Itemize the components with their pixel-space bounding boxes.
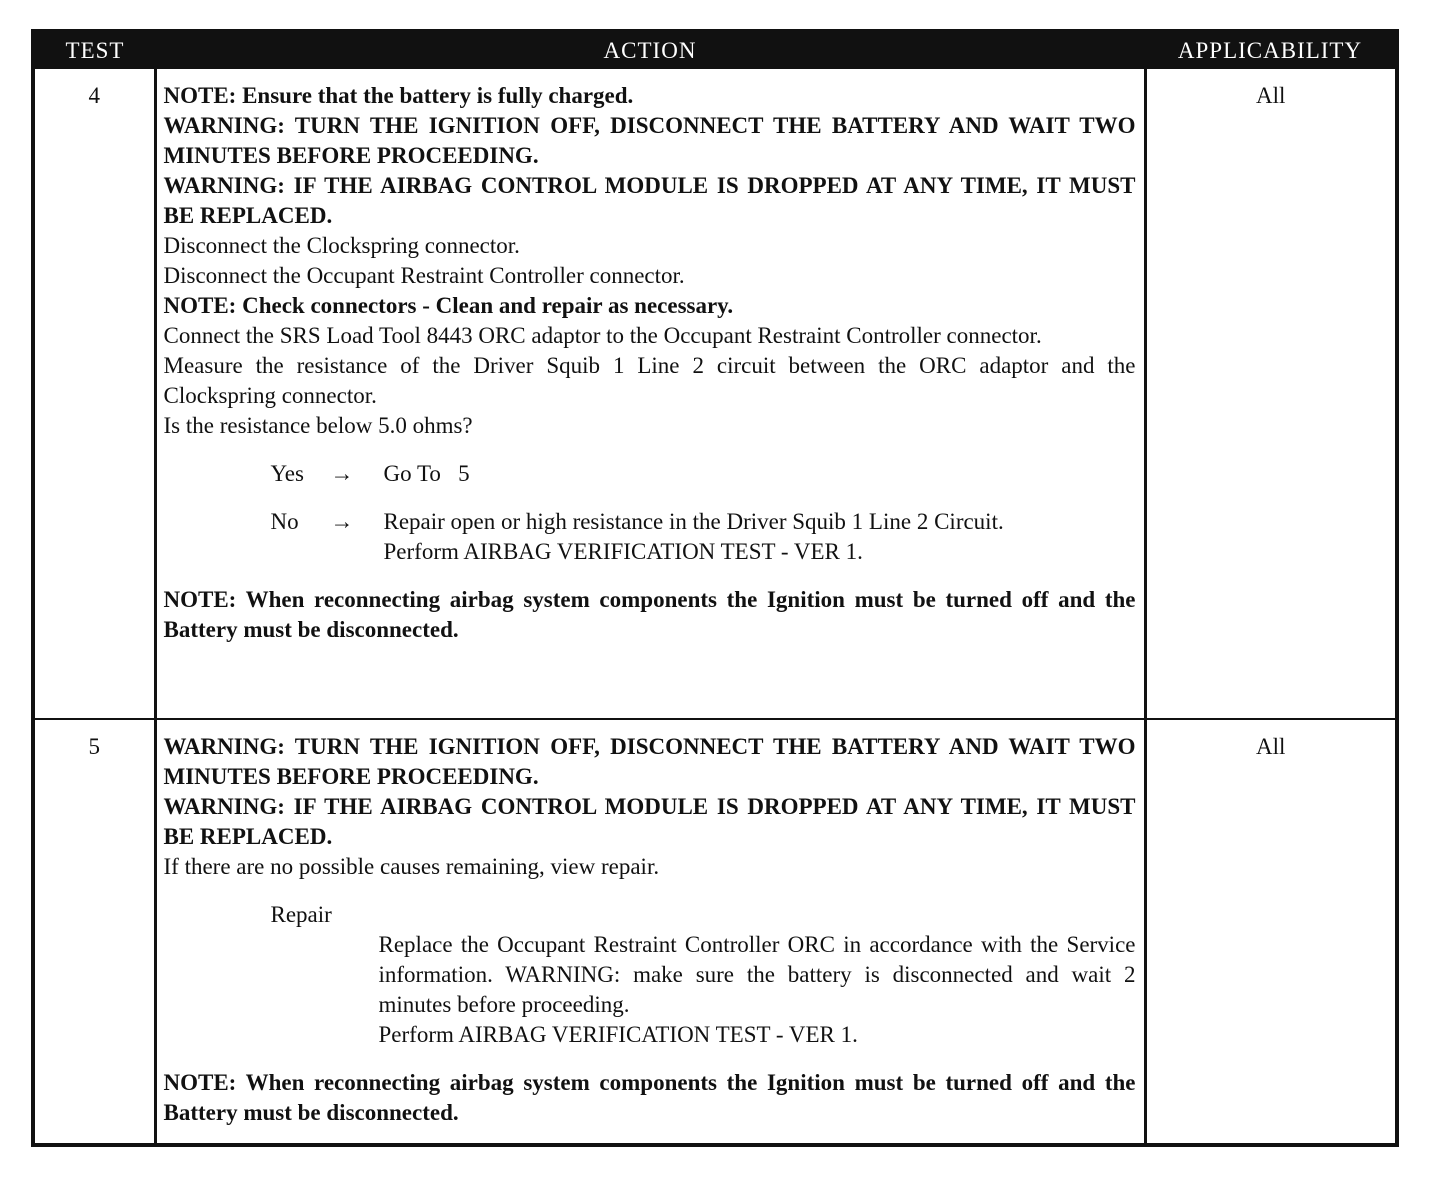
header-test: TEST: [65, 38, 125, 63]
option-key: Yes: [270, 461, 304, 486]
action-cell: [155, 719, 1145, 1143]
action-cell: [155, 69, 1145, 719]
note-check-connectors: NOTE: Check connectors - Clean and repair as necessary.: [163, 293, 734, 318]
step-disconnect-clockspring: Disconnect the Clockspring connector.: [163, 233, 520, 258]
option-key: No: [270, 509, 299, 534]
table-row: [35, 719, 1395, 1143]
repair-instructions: [379, 930, 1136, 1050]
warning-dropped: WARNING: IF THE AIRBAG CONTROL MODULE IS DROPPED AT ANY TIME, IT MUST BE REPLACED.: [163, 173, 1136, 228]
applicability-value: All: [1145, 69, 1395, 719]
header-applicability: APPLICABILITY: [1177, 38, 1363, 63]
right-arrow-icon: →: [330, 461, 354, 486]
option-line: Repair open or high resistance in the Driver Squib 1 Line 2 Circuit.: [383, 509, 1004, 534]
step-connect-load-tool: Connect the SRS Load Tool 8443 ORC adaptor to the Occupant Restraint Controller connector.: [163, 323, 1042, 348]
header-action: ACTION: [603, 38, 697, 63]
option-result: [384, 459, 1136, 489]
option-yes: [271, 459, 1136, 489]
repair-line: Replace the Occupant Restraint Controller ORC in accordance with the Service information. WARNING: make sure the battery is disconnected and wait 2 minutes before proceeding.: [378, 932, 1136, 1017]
table-row: [35, 69, 1395, 719]
step-disconnect-orc: Disconnect the Occupant Restraint Controller connector.: [163, 263, 685, 288]
option-no: [271, 507, 1136, 567]
option-line: Go To 5: [383, 461, 470, 486]
header-row: [35, 33, 1395, 69]
warning-ignition: WARNING: TURN THE IGNITION OFF, DISCONNECT THE BATTERY AND WAIT TWO MINUTES BEFORE PROCEEDING.: [163, 113, 1136, 168]
closing-note: NOTE: When reconnecting airbag system components the Ignition must be turned off and the Battery must be disconnected.: [163, 1070, 1136, 1125]
repair-line: Perform AIRBAG VERIFICATION TEST - VER 1.: [378, 1022, 858, 1047]
question-resistance: Is the resistance below 5.0 ohms?: [163, 413, 473, 438]
note-battery: NOTE: Ensure that the battery is fully charged.: [163, 83, 634, 108]
table-header: [35, 33, 1395, 69]
diagnostic-test-table: [31, 29, 1399, 1147]
right-arrow-icon: →: [330, 509, 354, 534]
step-view-repair: If there are no possible causes remaining, view repair.: [163, 854, 660, 879]
repair-label: Repair: [270, 902, 332, 927]
test-number: 4: [88, 83, 100, 108]
test-table: [35, 33, 1395, 1143]
applicability-value: All: [1145, 719, 1395, 1143]
warning-dropped: WARNING: IF THE AIRBAG CONTROL MODULE IS DROPPED AT ANY TIME, IT MUST BE REPLACED.: [163, 794, 1136, 849]
test-number: 5: [35, 719, 155, 1143]
option-line: Perform AIRBAG VERIFICATION TEST - VER 1.: [383, 539, 863, 564]
option-result: [384, 507, 1136, 567]
warning-ignition: WARNING: TURN THE IGNITION OFF, DISCONNECT THE BATTERY AND WAIT TWO MINUTES BEFORE PROCEEDING.: [163, 734, 1136, 789]
closing-note: NOTE: When reconnecting airbag system components the Ignition must be turned off and the Battery must be disconnected.: [163, 587, 1136, 642]
step-measure-resistance: Measure the resistance of the Driver Squib 1 Line 2 circuit between the ORC adaptor and the Clockspring connector.: [163, 353, 1136, 408]
